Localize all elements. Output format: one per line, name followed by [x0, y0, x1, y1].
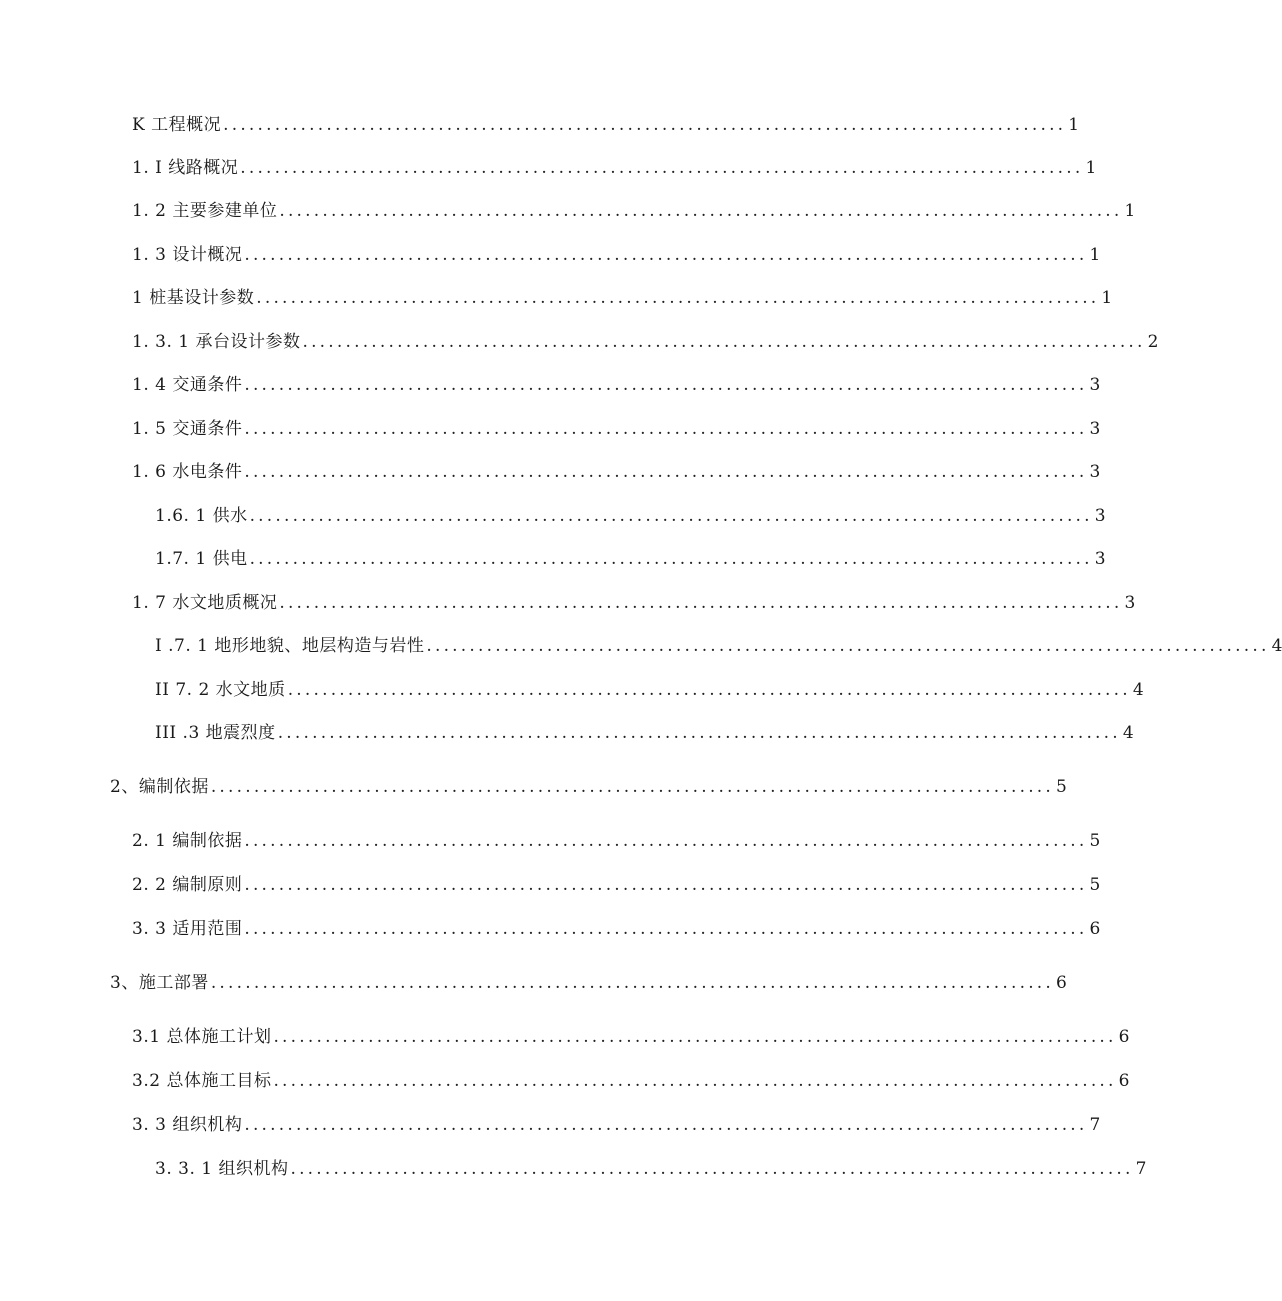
toc-entry[interactable]: [132, 114, 1080, 136]
toc-entry-page: 1: [1089, 245, 1101, 265]
toc-entry-page: 3: [1094, 549, 1106, 569]
toc-entry-page: 3: [1089, 375, 1101, 395]
toc-dot-leader: ..................................................................................................: [273, 1027, 1117, 1047]
toc-dot-leader: ..................................................................................................: [244, 419, 1088, 439]
toc-dot-leader: ..................................................................................................: [287, 680, 1131, 700]
toc-entry-page: 7: [1089, 1115, 1101, 1135]
toc-entry-title: 1.6. 1 供水: [155, 506, 248, 526]
toc-entry-page: 6: [1118, 1071, 1130, 1091]
toc-entry-page: 4: [1122, 723, 1134, 743]
toc-entry-title: K 工程概况: [132, 115, 222, 135]
toc-entry-page: 4: [1132, 680, 1144, 700]
toc-entry[interactable]: [110, 776, 1067, 798]
toc-entry[interactable]: [132, 874, 1101, 896]
toc-entry[interactable]: [155, 722, 1134, 744]
toc-dot-leader: ..................................................................................................: [244, 831, 1088, 851]
toc-entry[interactable]: [132, 287, 1113, 309]
toc-dot-leader: ..................................................................................................: [279, 201, 1123, 221]
toc-entry-title: 1. 2 主要参建单位: [132, 201, 278, 221]
toc-entry-title: 3. 3 适用范围: [132, 919, 243, 939]
toc-entry-title: 2. 2 编制原则: [132, 875, 243, 895]
toc-entry-title: 1. 5 交通条件: [132, 419, 243, 439]
toc-entry-title: 1.7. 1 供电: [155, 549, 248, 569]
toc-entry[interactable]: [132, 918, 1101, 940]
toc-dot-leader: ..................................................................................................: [302, 332, 1146, 352]
toc-dot-leader: ..................................................................................................: [244, 875, 1088, 895]
toc-entry-page: 1: [1124, 201, 1136, 221]
toc-entry[interactable]: [132, 200, 1136, 222]
toc-dot-leader: ..................................................................................................: [244, 245, 1088, 265]
toc-entry-title: 1. 6 水电条件: [132, 462, 243, 482]
toc-entry-title: 3. 3. 1 组织机构: [155, 1159, 289, 1179]
toc-dot-leader: ..................................................................................................: [277, 723, 1121, 743]
toc-dot-leader: ..................................................................................................: [244, 1115, 1088, 1135]
toc-entry[interactable]: [155, 635, 1282, 657]
toc-entry-page: 1: [1101, 288, 1113, 308]
toc-entry[interactable]: [132, 244, 1101, 266]
toc-dot-leader: ..................................................................................................: [290, 1159, 1134, 1179]
toc-entry-page: 5: [1089, 831, 1101, 851]
toc-dot-leader: ..................................................................................................: [244, 919, 1088, 939]
toc-entry-title: 1. 7 水文地质概况: [132, 593, 278, 613]
toc-dot-leader: ..................................................................................................: [244, 375, 1088, 395]
toc-dot-leader: ..................................................................................................: [210, 973, 1055, 993]
toc-entry[interactable]: [155, 679, 1144, 701]
toc-entry[interactable]: [132, 592, 1136, 614]
toc-dot-leader: ..................................................................................................: [249, 506, 1093, 526]
toc-entry[interactable]: [155, 1158, 1147, 1180]
toc-entry[interactable]: [132, 1114, 1101, 1136]
toc-entry[interactable]: [132, 461, 1101, 483]
toc-dot-leader: ..................................................................................................: [279, 593, 1123, 613]
toc-entry[interactable]: [110, 972, 1067, 994]
toc-entry-title: 1. I 线路概况: [132, 158, 239, 178]
toc-dot-leader: ..................................................................................................: [244, 462, 1088, 482]
toc-entry-page: 3: [1089, 419, 1101, 439]
toc-entry[interactable]: [132, 157, 1097, 179]
toc-entry-title: 2. 1 编制依据: [132, 831, 243, 851]
toc-entry-page: 5: [1089, 875, 1101, 895]
toc-entry-title: 1 桩基设计参数: [132, 288, 255, 308]
toc-entry-page: 6: [1056, 973, 1067, 993]
toc-entry-title: 1. 3 设计概况: [132, 245, 243, 265]
toc-dot-leader: ..................................................................................................: [210, 777, 1055, 797]
toc-entry-page: 2: [1147, 332, 1159, 352]
toc-entry-page: 3: [1089, 462, 1101, 482]
toc-entry[interactable]: [155, 548, 1106, 570]
toc-entry[interactable]: [132, 1070, 1130, 1092]
toc-entry[interactable]: [132, 830, 1101, 852]
toc-entry-title: 2、编制依据: [110, 777, 209, 797]
toc-dot-leader: ..................................................................................................: [273, 1071, 1117, 1091]
toc-entry-title: 3. 3 组织机构: [132, 1115, 243, 1135]
toc-entry-page: 3: [1124, 593, 1136, 613]
toc-entry[interactable]: [132, 374, 1101, 396]
toc-entry-page: 7: [1135, 1159, 1147, 1179]
toc-entry[interactable]: [132, 1026, 1130, 1048]
toc-entry-title: 3.2 总体施工目标: [132, 1071, 272, 1091]
toc-entry-title: 3.1 总体施工计划: [132, 1027, 272, 1047]
toc-entry-title: 1. 3. 1 承台设计参数: [132, 332, 301, 352]
toc-entry[interactable]: [132, 418, 1101, 440]
toc-entry-page: 1: [1085, 158, 1097, 178]
toc-dot-leader: ..................................................................................................: [256, 288, 1100, 308]
toc-entry-page: 3: [1094, 506, 1106, 526]
toc-entry-title: I .7. 1 地形地貌、地层构造与岩性: [155, 636, 425, 656]
toc-entry-title: II 7. 2 水文地质: [155, 680, 286, 700]
toc-dot-leader: ..................................................................................................: [240, 158, 1084, 178]
toc-entry[interactable]: [132, 331, 1159, 353]
toc-dot-leader: ..................................................................................................: [223, 115, 1067, 135]
toc-entry-title: III .3 地震烈度: [155, 723, 276, 743]
toc-entry-page: 5: [1056, 777, 1067, 797]
toc-entry-title: 1. 4 交通条件: [132, 375, 243, 395]
toc-entry-page: 6: [1118, 1027, 1130, 1047]
toc-entry-page: 6: [1089, 919, 1101, 939]
toc-entry[interactable]: [155, 505, 1106, 527]
toc-entry-page: 1: [1068, 115, 1080, 135]
toc-dot-leader: ..................................................................................................: [426, 636, 1270, 656]
toc-entry-page: 4: [1271, 636, 1282, 656]
toc-entry-title: 3、施工部署: [110, 973, 209, 993]
toc-dot-leader: ..................................................................................................: [249, 549, 1093, 569]
